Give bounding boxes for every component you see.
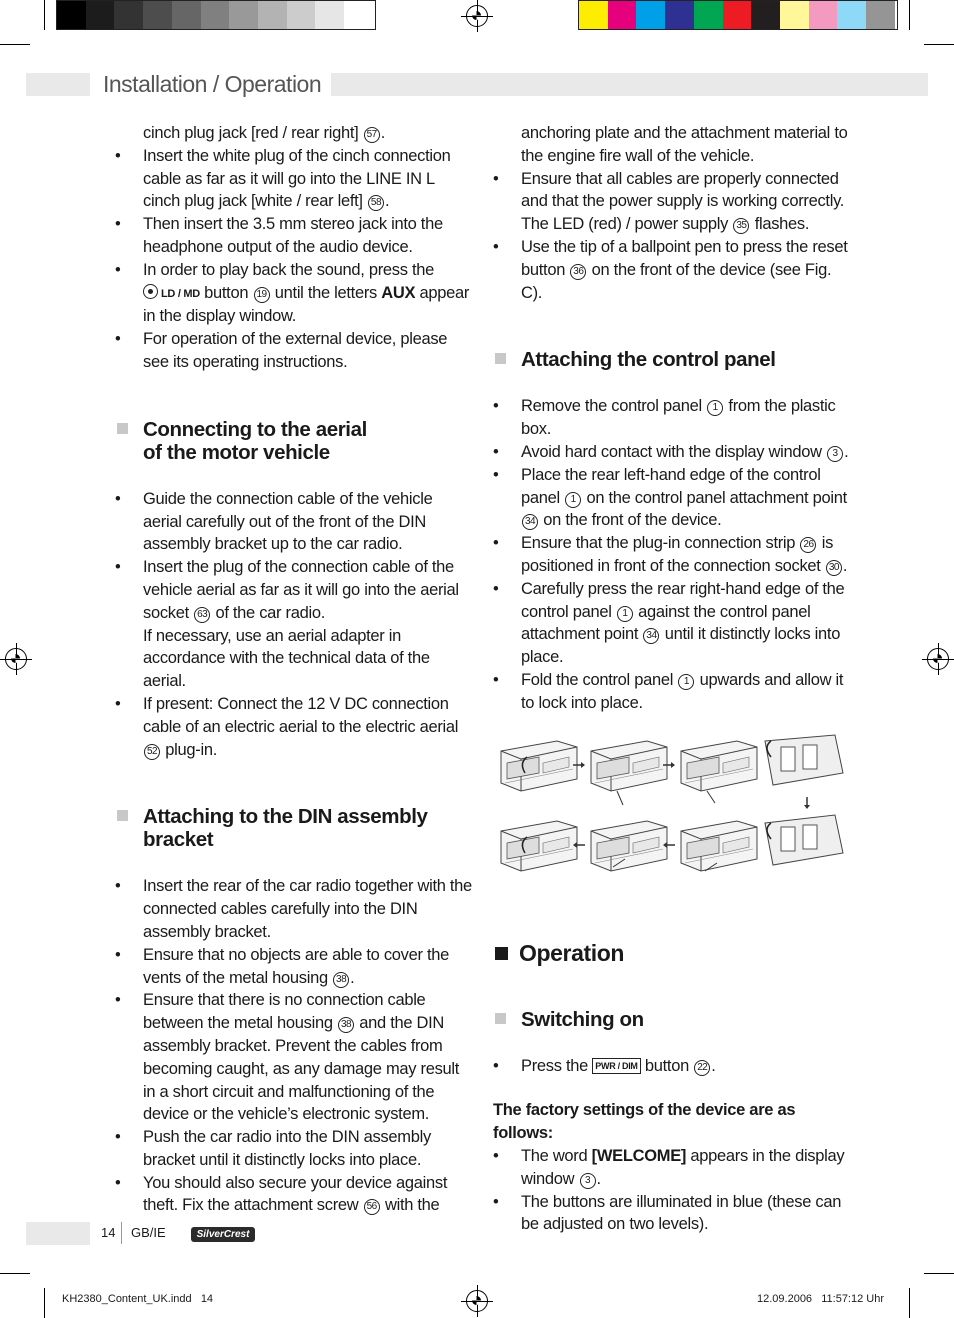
color-swatch [809, 1, 838, 29]
pwr-dim-button-icon: PWR / DIM [592, 1058, 640, 1074]
header-band-right [316, 73, 928, 96]
color-swatch [780, 1, 809, 29]
list-item: • Avoid hard contact with the display window 3 . [493, 442, 849, 461]
list-item: • The word [WELCOME] appears in the display window 3 . [493, 1146, 845, 1188]
list-item: • Remove the control panel 1 from the plastic box. [493, 397, 836, 439]
crop-mark [0, 44, 30, 45]
process-color-bar [578, 0, 898, 30]
section-heading-aerial: Connecting to the aerial of the motor vehicle [115, 418, 475, 464]
list-item: • Fold the control panel 1 upwards and allow it to lock into place. [493, 670, 844, 712]
header-band-left [26, 73, 90, 96]
page-number: 14 [101, 1225, 116, 1240]
crop-mark [909, 0, 910, 30]
list-item: • Insert the white plug of the cinch connection cable as far as it will go into the LINE IN L cinch plug jack [white / rear left] 58 . [115, 146, 451, 211]
factory-settings-label: The factory settings of the device are as follows: [493, 1101, 796, 1143]
section-heading-operation: Operation [493, 940, 853, 966]
list-item: • You should also secure your device against theft. Fix the attachment screw 56 with the [115, 1173, 448, 1215]
color-swatch [665, 1, 694, 29]
step-8-image [765, 815, 843, 865]
right-column [493, 122, 853, 1236]
step-1-image [501, 741, 577, 791]
color-swatch [114, 1, 143, 29]
list-item: • Guide the connection cable of the vehicle aerial carefully out of the front of the DIN assembly bracket up to the car radio. [115, 489, 433, 554]
registration-mark-left [5, 648, 27, 670]
list-item: • In order to play back the sound, press the LD / MD button 19 until the letters AUX appear in the display window. [115, 260, 470, 326]
note-paragraph: If necessary, use an aerial adapter in accordance with the technical data of the aerial. [143, 626, 430, 691]
language-code: GB/IE [131, 1225, 166, 1240]
list-item: • Ensure that the plug-in connection strip 26 is positioned in front of the connection socket 30 . [493, 534, 848, 575]
crop-mark [924, 1273, 954, 1274]
list-item: • The buttons are illuminated in blue (these can be adjusted on two levels). [493, 1192, 842, 1234]
color-swatch [258, 1, 287, 29]
list-item: • Then insert the 3.5 mm stereo jack into the headphone output of the audio device. [115, 215, 443, 256]
list-item: • If present: Connect the 12 V DC connection cable of an electric aerial to the electric aerial 52 plug-in. [115, 694, 459, 759]
list-item: • Ensure that there is no connection cable between the metal housing 38 and the DIN assembly bracket. Prevent the cables from becoming caught, as any damage may result in a short circuit and malfunctioning of the device or the vehicle’s electronic system. [115, 991, 460, 1124]
step-7-image [681, 821, 757, 871]
list-item: • Ensure that no objects are able to cover the vents of the metal housing 38 . [115, 945, 449, 987]
section-heading-switching-on: Switching on [493, 1008, 853, 1031]
step-6-image [591, 821, 667, 871]
crop-mark [909, 1288, 910, 1318]
crop-mark [44, 1288, 45, 1318]
slug-file-info: KH2380_Content_UK.indd 14 [62, 1293, 214, 1305]
list-item: • For operation of the external device, please see its operating instructions. [115, 330, 448, 371]
section-heading-control-panel: Attaching the control panel [493, 348, 853, 371]
registration-mark-bottom [466, 1290, 488, 1312]
grayscale-color-bar [56, 0, 376, 30]
left-column [115, 122, 475, 1217]
color-swatch [344, 1, 373, 29]
registration-mark-top [466, 5, 488, 27]
color-swatch [694, 1, 723, 29]
list-item: • Use the tip of a ballpoint pen to press the reset button 36 on the front of the device (see Fig. C). [493, 237, 848, 302]
page-section-title: Installation / Operation [103, 71, 331, 98]
color-swatch [608, 1, 637, 29]
list-item: • Carefully press the rear right-hand edge of the control panel 1 against the control panel attachment point 34 until it distinctly locks into place. [493, 579, 845, 667]
step-4-image [765, 735, 843, 785]
color-swatch [751, 1, 780, 29]
color-swatch [579, 1, 608, 29]
paragraph-continuation: cinch plug jack [red / rear right] 57 . [143, 124, 385, 142]
color-swatch [866, 1, 895, 29]
list-item: • Push the car radio into the DIN assembly bracket until it distinctly locks into place. [115, 1128, 431, 1169]
list-item: • Place the rear left-hand edge of the control panel 1 on the control panel attachment point 34 on the front of the device. [493, 465, 847, 530]
color-swatch [315, 1, 344, 29]
color-swatch [287, 1, 316, 29]
list-item: • Ensure that all cables are properly connected and that the power supply is working correctly. The LED (red) / power supply 35 flashes. [493, 169, 845, 234]
down-arrow [804, 797, 810, 809]
color-swatch [636, 1, 665, 29]
color-swatch [143, 1, 172, 29]
color-swatch [201, 1, 230, 29]
footer-divider [121, 1222, 122, 1244]
footer-band [26, 1222, 90, 1245]
paragraph-continuation: anchoring plate and the attachment material to the engine fire wall of the vehicle. [521, 124, 848, 165]
list-item: • Press the PWR / DIM button 22 . [493, 1056, 716, 1075]
color-swatch [229, 1, 258, 29]
control-panel-attachment-figure [493, 727, 847, 877]
color-swatch [723, 1, 752, 29]
list-item: • Insert the plug of the connection cable of the vehicle aerial as far as it will go into the aerial socket 63 of the car radio. [115, 558, 459, 622]
crop-mark [0, 1273, 30, 1274]
crop-mark [924, 44, 954, 45]
slug-date-info: 12.09.2006 11:57:12 Uhr [757, 1293, 885, 1305]
color-swatch [57, 1, 86, 29]
color-swatch [172, 1, 201, 29]
list-item: • Insert the rear of the car radio together with the connected cables carefully into the DIN assembly bracket. [115, 877, 472, 941]
color-swatch [837, 1, 866, 29]
step-5-image [501, 821, 577, 871]
crop-mark [44, 0, 45, 30]
ld-md-button-icon: LD / MD [143, 283, 200, 306]
section-heading-din-bracket: Attaching to the DIN assembly bracket [115, 805, 475, 851]
silvercrest-logo: SilverCrest [191, 1227, 255, 1242]
step-3-image [681, 741, 757, 803]
color-swatch [86, 1, 115, 29]
registration-mark-right [927, 648, 949, 670]
step-2-image [591, 741, 667, 805]
